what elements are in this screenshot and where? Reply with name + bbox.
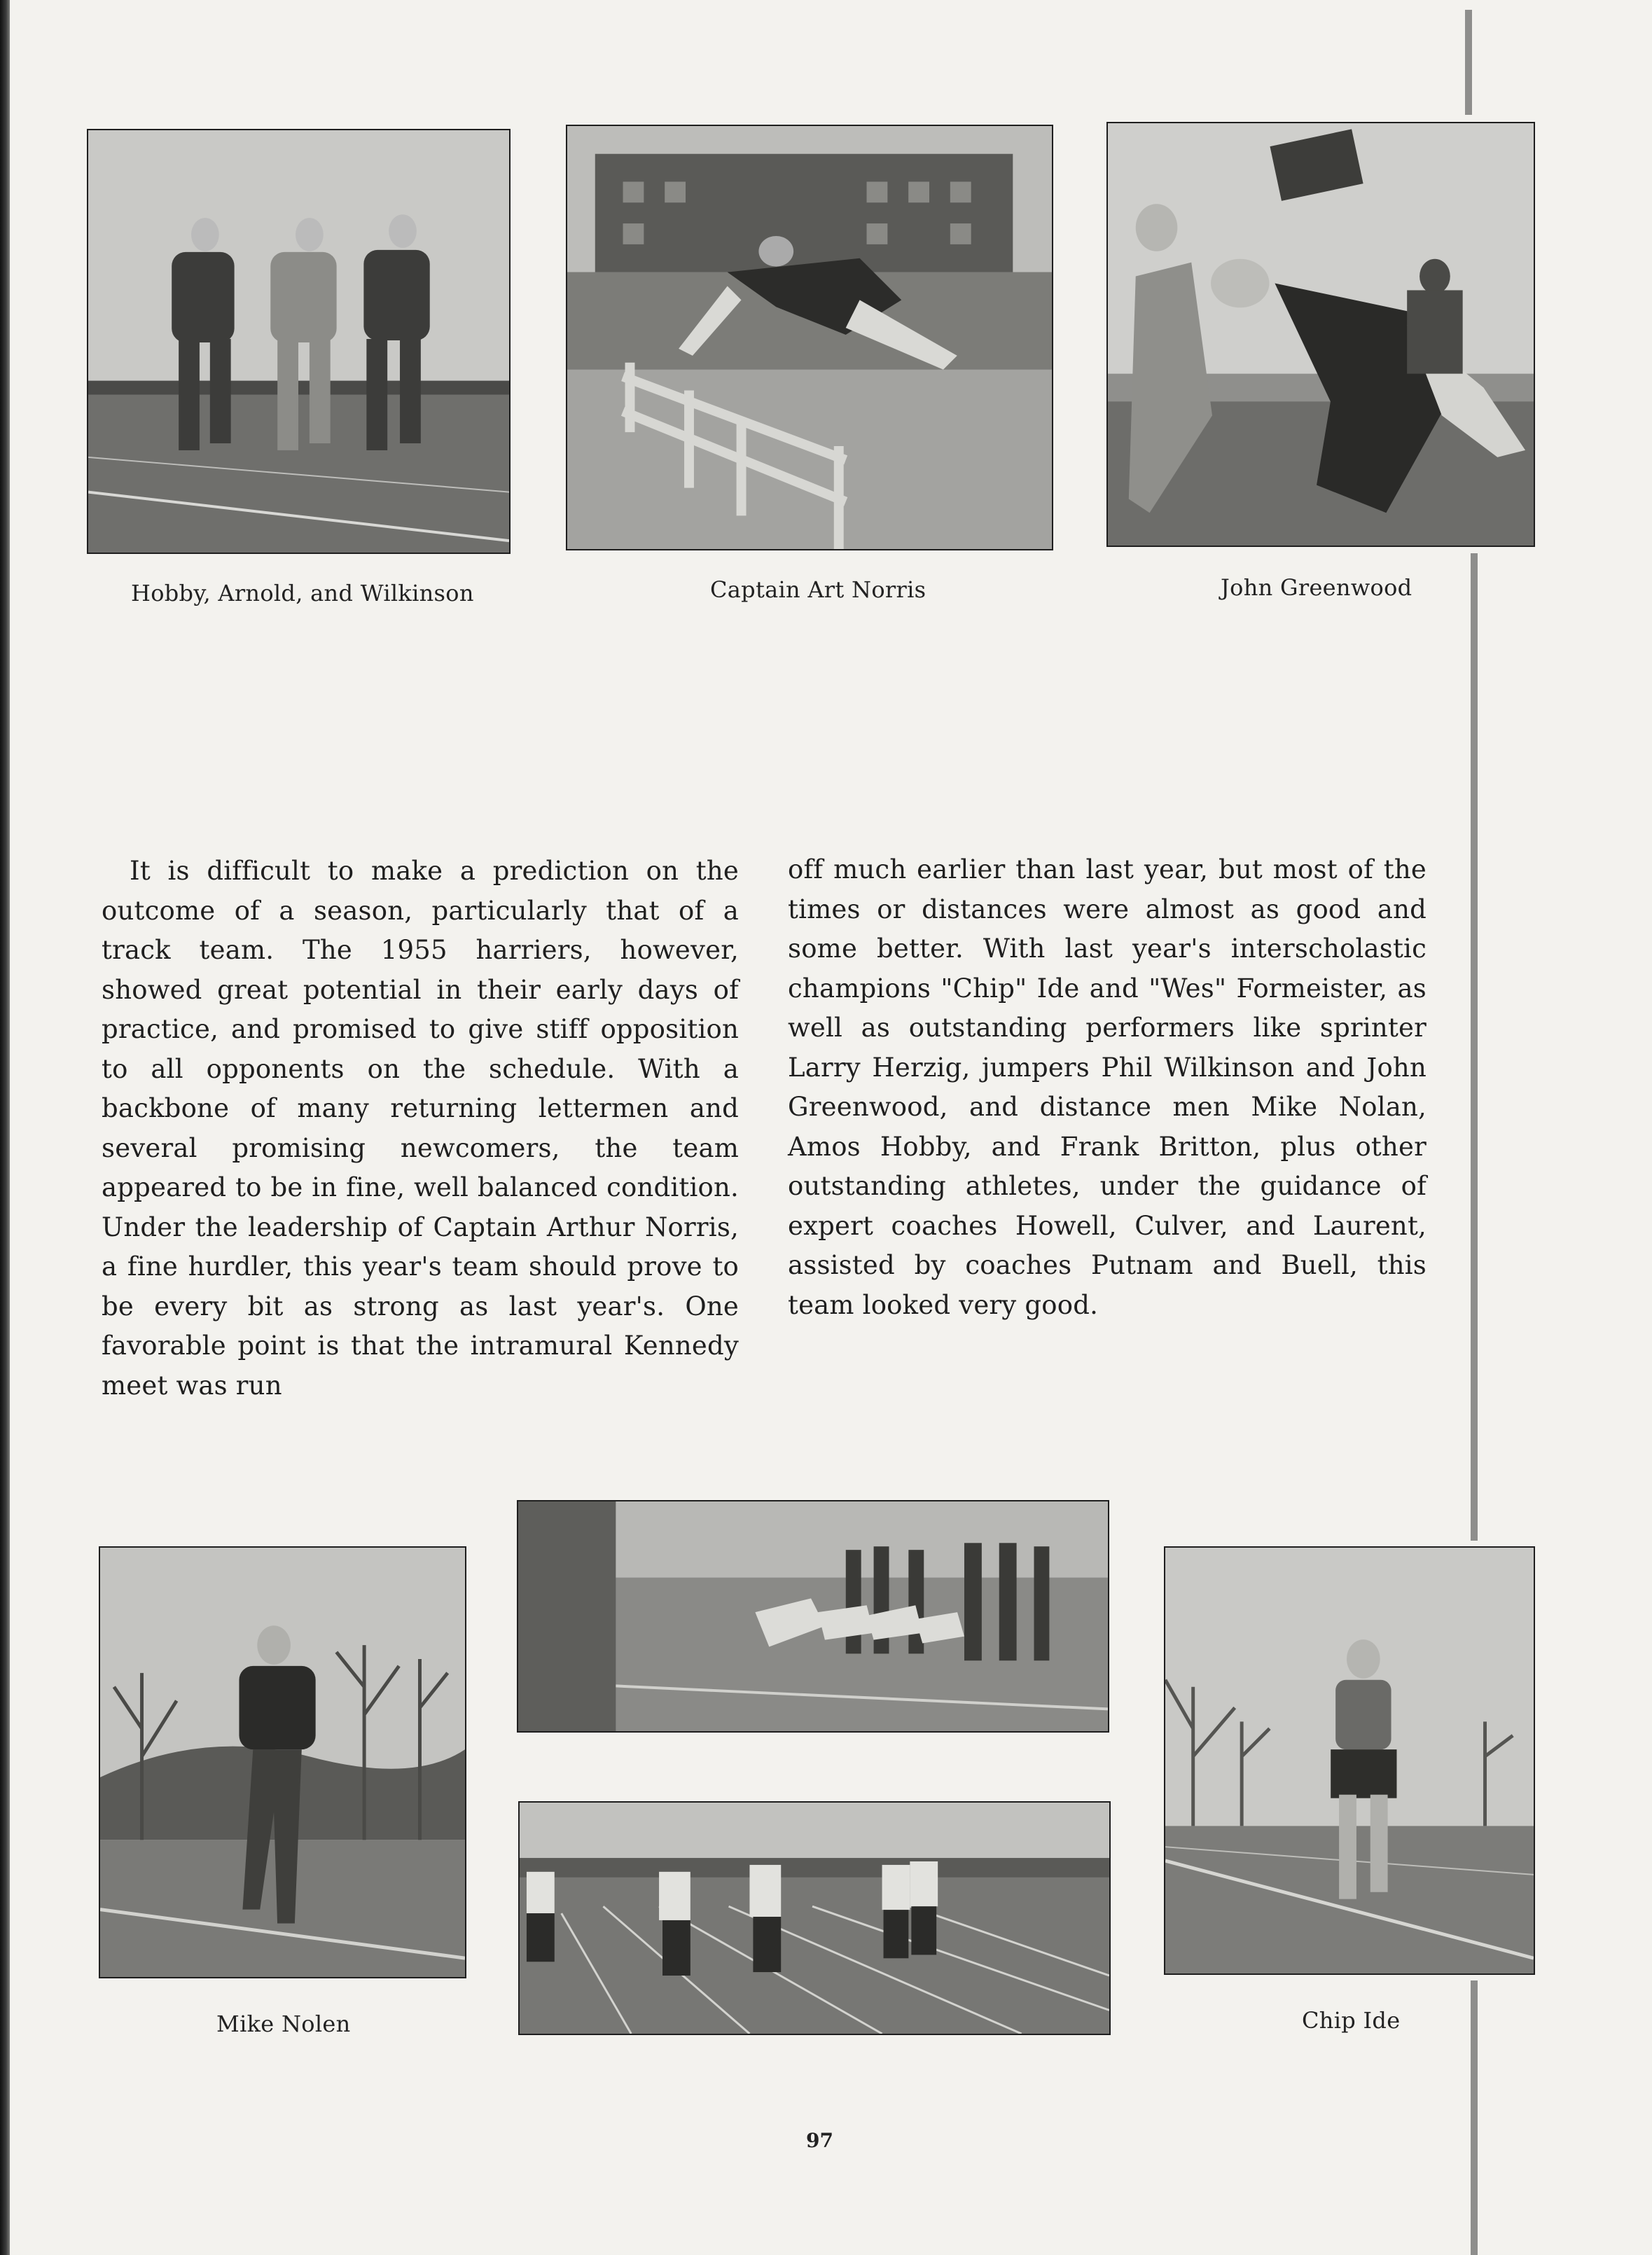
caption-top-center: Captain Art Norris — [710, 576, 926, 603]
page-number: 97 — [806, 2129, 833, 2152]
photo-greenwood — [1106, 122, 1535, 547]
body-paragraph-left: It is difficult to make a prediction on the outcome of a season, particularly that of a track team. The 1955 harriers, however, showed great potential in their early days of practice, and promised to give stiff opposition to all opponents on the schedule. With a backbone of many returning lettermen and several promising newcomers, the team appeared to be in fine, well balanced condition. Under the leadership of Captain Arthur Norris, a fine hurdler, this year's team should prove to be every bit as strong as last year's. One favorable point is that the intramural Kennedy meet was run — [102, 856, 739, 1401]
edge-rule-middle — [1471, 553, 1478, 1541]
photo-mike-nolen — [99, 1546, 466, 1978]
photo-three-runners — [87, 129, 511, 554]
photo-start-line — [517, 1500, 1109, 1733]
caption-top-left: Hobby, Arnold, and Wilkinson — [131, 580, 474, 606]
photo-sprint-race — [518, 1801, 1111, 2035]
photo-hurdler — [566, 125, 1053, 550]
yearbook-page — [10, 0, 1652, 2255]
caption-top-right: John Greenwood — [1221, 574, 1412, 601]
body-column-right — [788, 850, 1427, 1325]
photo-chip-ide — [1164, 1546, 1535, 1975]
edge-rule-top — [1465, 10, 1472, 115]
edge-rule-bottom — [1471, 1980, 1478, 2255]
body-paragraph-right: off much earlier than last year, but most of the times or distances were almost as good and some better. With last year's interscholastic champions "Chip" Ide and "Wes" Formeister, as well as outstanding performers like sprinter Larry Herzig, jumpers Phil Wilkinson and John Greenwood, and distance men Mike Nolan, Amos Hobby, and Frank Britton, plus other outstanding athletes, under the guidance of expert coaches Howell, Culver, and Laurent, assisted by coaches Putnam and Buell, this team looked very good. — [788, 854, 1427, 1320]
page-binding-edge — [0, 0, 10, 2255]
body-column-left — [102, 852, 739, 1406]
caption-bottom-right: Chip Ide — [1302, 2007, 1401, 2034]
caption-bottom-left: Mike Nolen — [216, 2011, 351, 2037]
